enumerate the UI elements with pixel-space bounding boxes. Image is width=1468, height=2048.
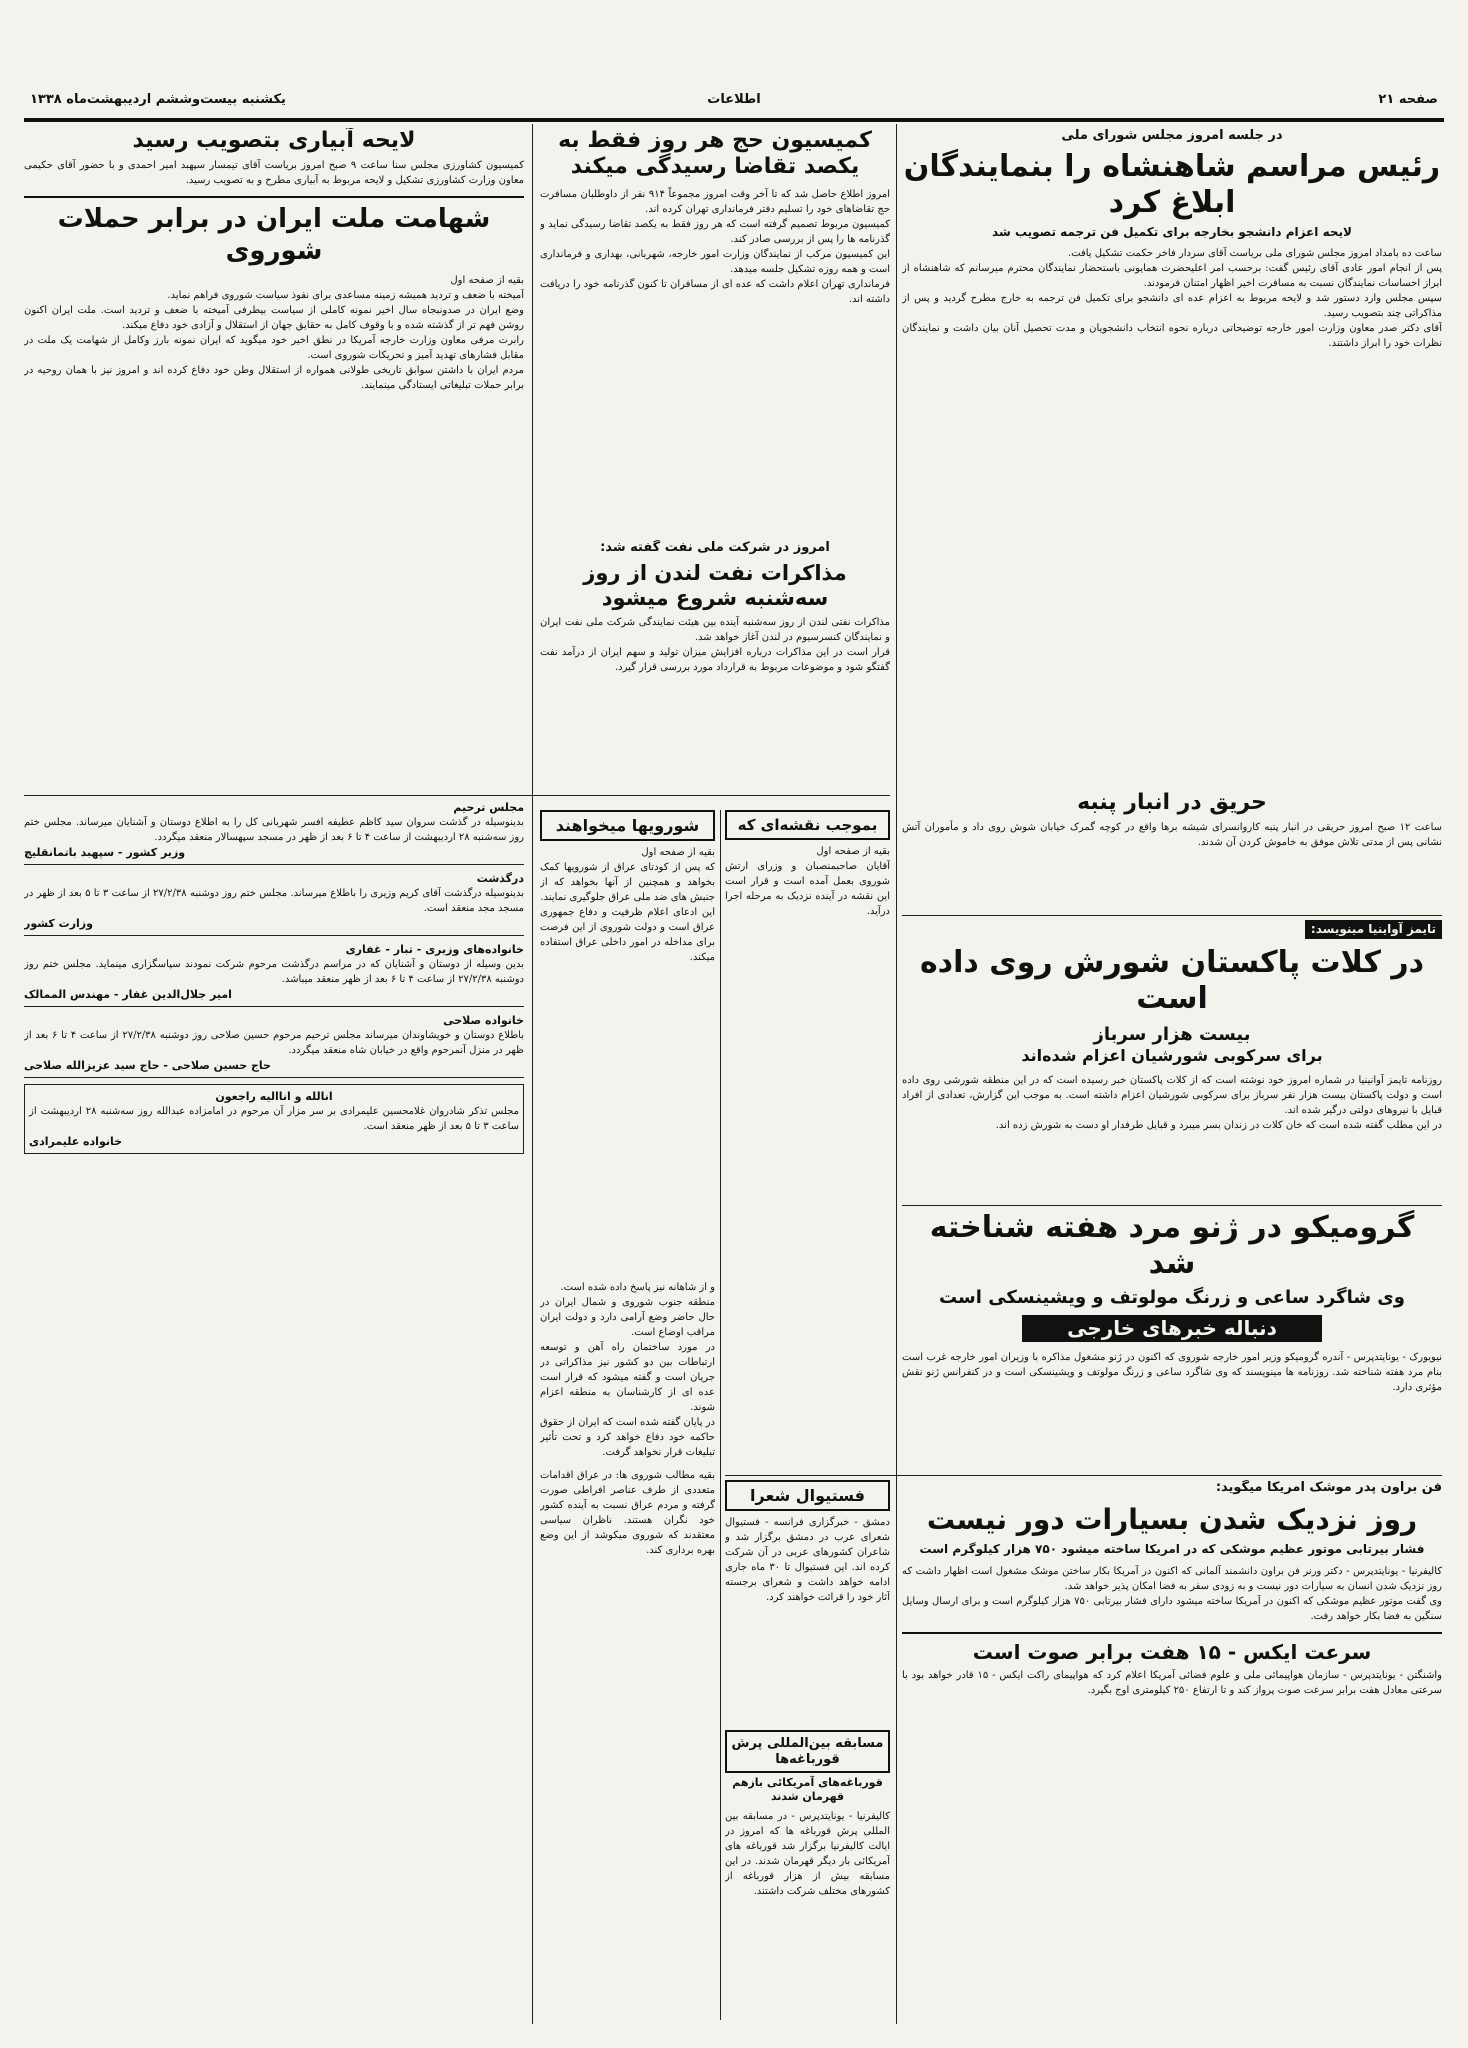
notice xyxy=(24,1013,524,1078)
page-header xyxy=(24,88,1444,114)
article-subhead: بیست هزار سرباز xyxy=(1093,1024,1251,1045)
article-headline-2: سرعت ایکس - ۱۵ هفت برابر صوت است xyxy=(902,1632,1442,1664)
notice xyxy=(24,942,524,1007)
article-headline: فستیوال شعرا xyxy=(725,1480,890,1511)
notice-signature: امیر جلال‌الدین غفار - مهندس الممالک xyxy=(24,988,232,1001)
article-headline: رئیس مراسم شاهنشاه را بنمایندگان ابلاغ کرد xyxy=(903,148,1441,220)
column-divider xyxy=(532,124,533,2024)
article-headline: بموجب نقشه‌ای که xyxy=(725,810,890,840)
notice-title: درگذشت xyxy=(476,872,524,885)
article-poets-festival xyxy=(725,1480,890,1720)
article-body: روزنامه تایمز آوانینیا در شماره امروز خود نوشته است که از کلات پاکستان خبر رسیده است که در این منطقه شورشی روی داده است و دولت پاکستان بیست هزار نفر سرباز برای سرکوبی شورشیان اعزام داشته است. به موجب این گزارش، تعدادی از افراد قبایل با نیروهای دولتی درگیر شده اند. در این مطلب گفته شده است که خان کلات در زندان بسر میبرد و قبایل طرفدار او دست به شورش زده اند. xyxy=(902,1075,1442,1132)
article-subhead-2: برای سرکوبی شورشیان اعزام شده‌اند xyxy=(1021,1046,1323,1066)
article-body: ساعت ۱۲ صبح امروز حریقی در انبار پنبه کاروانسرای شیشه برها واقع در کوچه گمرک خیابان شوش روی داد و مأموران آتش نشانی پس از مدتی تلاش موفق به خاموش کردن آن شدند. xyxy=(902,822,1442,849)
article-subhead: امروز در شرکت ملی نفت گفته شد: xyxy=(600,540,830,555)
row-divider xyxy=(902,1205,1442,1206)
notice-body: بدینوسیله درگذشت آقای کریم وزیری را باطلاع میرساند. مجلس ختم روز دوشنبه ۲۷/۲/۳۸ از ساعت ۳ تا ۵ بعد از ظهر در مسجد مجد منعقد است. xyxy=(24,888,524,914)
issue-date: یکشنبه بیست‌وششم اردیبهشت‌ماه ۱۳۳۸ xyxy=(30,92,286,107)
article-headline: کمیسیون حج هر روز فقط به یکصد تقاضا رسیدگی میکند xyxy=(558,128,872,180)
notice xyxy=(24,800,524,865)
article-body: ساعت ده بامداد امروز مجلس شورای ملی بریاست آقای سردار فاخر حکمت تشکیل یافت. پس از انجام امور عادی آقای رئیس گفت: برحسب امر اعلیحضرت همایونی باستحضار نمایندگان محترم میرسانم که شاهنشاه از ابراز احساسات نمایندگان نسبت به مسافرت اخیر اظهار امتنان فرمودند. سپس مجلس وارد دستور شد و لایحه مربوط به اعزام عده ای دانشجو برای تکمیل فن ترجمه به خارج مطرح گردید و پس از مذاکراتی چند بتصویب رسید. آقای دکتر صدر معاون وزارت امور خارجه توضیحاتی درباره نحوه انتخاب دانشجویان و مدت تحصیل آنان بیان داشت و نمایندگان نظرات خود را ابراز داشتند. xyxy=(902,248,1442,350)
notices-column xyxy=(24,800,524,2020)
article-body: و از شاهانه نیز پاسخ داده شده است. منطقه جنوب شوروی و شمال ایران در حال حاضر وضع آرامی دارد و دولت ایران مراقب اوضاع است. در مورد ساختمان راه آهن و توسعه ارتباطات بین دو کشور نیز مذاکراتی در جریان است و گفته میشود که قرار است عده ای از کارشناسان به منطقه اعزام شوند. در پایان گفته شده است که ایران از حقوق حاکمه خود دفاع خواهد کرد و تحت تأثیر تبلیغات قرار نخواهد گرفت. xyxy=(540,1282,715,1458)
foreign-news-banner: دنباله خبرهای خارجی xyxy=(1022,1315,1322,1342)
article-gromyko xyxy=(902,1210,1442,1470)
row-divider xyxy=(902,915,1442,916)
notice-body: مجلس تذکر شادروان غلامحسین علیمرادی بر سر مزار آن مرحوم در امامزاده عبدالله روز سه‌شنبه ۲۸ اردیبهشت از ساعت ۳ تا ۵ بعد از ظهر منعقد است. xyxy=(29,1106,519,1132)
article-headline: حریق در انبار پنبه xyxy=(1077,790,1267,815)
article-body: کالیفرنیا - یونایتدپرس - دکتر ورنر فن براون دانشمند آلمانی که اکنون در آمریکا بکار ساختن موشک مشغول است اظهار داشت که روز نزدیک شدن انسان به سیارات دور نیست و به زودی سفر به فضا امکان پذیر خواهد شد. وی گفت موتور عظیم موشکی که اکنون در آمریکا ساخته میشود دارای فشار بیرتابی ۷۵۰ هزار کیلوگرم است و برای ارسال وسایل سنگین به فضا بکار خواهد رفت. xyxy=(902,1566,1442,1623)
article-oil-talks xyxy=(540,540,890,800)
article-body: کالیفرنیا - یونایتدپرس - در مسابقه بین المللی پرش قورباغه ها که امروز در ایالت کالیفرنیا برگزار شد قورباغه های آمریکائی بار دیگر قهرمان شدند. در این مسابقه بیش از هزار قورباغه از کشورهای مختلف شرکت داشتند. xyxy=(725,1810,890,1897)
article-body: بقیه از صفحه اول آقایان صاحبمنصبان و وزرای ارتش شوروی بعمل آمده است و قرار است این نقشه در آینده نزدیک به مرحله اجرا درآید. xyxy=(725,846,890,917)
notice-body: بدین وسیله از دوستان و آشنایان که در مراسم درگذشت مرحوم شرکت نمودند سپاسگزاری مینماید. مجلس ختم روز دوشنبه ۲۷/۲/۳۸ از ساعت ۴ تا ۶ بعد از ظهر منعقد میباشد. xyxy=(24,959,524,985)
notice-title: مجلس ترحیم xyxy=(453,801,524,814)
column-divider xyxy=(896,124,897,2024)
notice xyxy=(24,871,524,936)
article-subhead: در جلسه امروز مجلس شورای ملی xyxy=(1061,128,1283,143)
column-divider xyxy=(720,810,721,2020)
notice-signature: وزارت کشور xyxy=(24,917,93,930)
article-body: کمیسیون کشاورزی مجلس سنا ساعت ۹ صبح امروز بریاست آقای تیمسار سپهبد امیر احمدی و با حضور آقای حکیمی معاون وزارت کشاورزی تشکیل و لایحه مربوط به آبیاری مطرح و به تصویب رسید. xyxy=(24,160,524,187)
article-body: بقیه از صفحه اول که پس از کودتای عراق از شورویها کمک بخواهد و همچنین از آنها بخواهد که از جنبش های ضد ملی عراق جلوگیری نمایند. این ادعای اعلام ظرفیت و دفاع جمهوری عراق است و دولت شوروی از این فرصت برای مداخله در امور داخلی عراق استفاده میکند. xyxy=(540,847,715,964)
article-body-2: بقیه مطالب شوروی ها: در عراق اقدامات متعددی از طرف عناصر افراطی صورت گرفته و مردم عراق نسبت به آینده کشور خود نگران هستند. ناظران سیاسی معتقدند که شوروی میکوشد از این وضع بهره برداری کند. xyxy=(540,1470,715,1556)
article-headline: شورویها میخواهند xyxy=(540,810,715,841)
notice-signature: خانواده علیمرادی xyxy=(29,1135,123,1148)
article-soviets-want xyxy=(540,810,715,1270)
article-headline-2: شهامت ملت ایران در برابر حملات شوروی xyxy=(24,196,524,266)
row-divider xyxy=(24,795,890,796)
article-irrigation xyxy=(24,128,524,788)
notice-title: خانواده‌های وزیری - تبار - غفاری xyxy=(345,943,524,956)
article-frog-contest xyxy=(725,1730,890,2020)
newspaper-name: اطلاعات xyxy=(707,92,761,107)
article-subhead: قورباغه‌های آمریکائی بازهم قهرمان شدند xyxy=(732,1776,883,1804)
article-tag: تایمز آواینیا مینویسد: xyxy=(1305,920,1442,939)
notice-signature: وزیر کشور - سپهبد باتمانقلیچ xyxy=(24,846,186,859)
article-headline: گرومیکو در ژنو مرد هفته شناخته شد xyxy=(929,1210,1415,1281)
page-number: صفحه ۲۱ xyxy=(1378,92,1438,107)
article-body: مذاکرات نفتی لندن از روز سه‌شنبه آینده بین هیئت نمایندگی شرکت ملی نفت ایران و نمایندگان کنسرسیوم در لندن آغاز خواهد شد. قرار است در این مذاکرات درباره افزایش میزان تولید و سهم ایران از درآمد نفت گفتگو شود و موضوعات مربوط به قرارداد مورد بررسی قرار گیرد. xyxy=(540,617,890,674)
article-mourasem xyxy=(902,128,1442,788)
article-headline: در کلات پاکستان شورش روی داده است xyxy=(919,945,1425,1016)
article-plan xyxy=(725,810,890,1270)
row-divider xyxy=(725,1475,1442,1476)
article-continuation xyxy=(540,1280,715,2020)
article-subhead: فشار بیرتابی موتور عظیم موشکی که در امریکا ساخته میشود ۷۵۰ هزار کیلوگرم است xyxy=(919,1542,1425,1557)
notice-body: بدینوسیله در گذشت سروان سید کاظم عطیفه افسر شهربانی کل را به اطلاع دوستان و آشنایان میرساند. مجلس ختم روز سه‌شنبه ۲۸ اردیبهشت از ساعت ۴ تا ۶ بعد از ظهر در مسجد سپهسالار منعقد میگردد. xyxy=(24,817,524,843)
article-body-2: واشنگتن - یونایتدپرس - سازمان هواپیمائی ملی و علوم فضائی آمریکا اعلام کرد که هواپیمای راکت ایکس - ۱۵ قادر خواهد بود با سرعتی معادل هفت برابر سرعت صوت پرواز کند و تا ارتفاع ۲۵۰ کیلومتری اوج بگیرد. xyxy=(902,1670,1442,1697)
article-tag: فن براون پدر موشک امریکا میگوید: xyxy=(1215,1480,1442,1495)
article-von-braun xyxy=(902,1480,1442,2020)
article-body: امروز اطلاع حاصل شد که تا آخر وقت امروز مجموعاً ۹۱۴ نفر از داوطلبان مسافرت حج تقاضاهای خود را تسلیم دفتر فرمانداری تهران کرده اند. کمیسیون مربوط تصمیم گرفته است که هر روز فقط به یکصد تقاضا رسیدگی نماید و گذرنامه ها را پس از بررسی صادر کند. این کمیسیون مرکب از نمایندگان وزارت امور خارجه، شهربانی، بهداری و فرمانداری است و همه روزه تشکیل جلسه میدهد. فرمانداری تهران اعلام داشت که عده ای از مسافران تا کنون گذرنامه خود را دریافت داشته اند. xyxy=(540,188,890,305)
article-subhead-2: لایحه اعزام دانشجو بخارجه برای تکمیل فن ترجمه تصویب شد xyxy=(992,224,1352,239)
article-headline: مسابقه بین‌المللی پرش قورباغه‌ها xyxy=(725,1730,890,1773)
article-pakistan xyxy=(902,920,1442,1200)
header-rule xyxy=(24,118,1444,122)
article-headline: لایحه آبیاری بتصویب رسید xyxy=(132,128,416,153)
article-headline: روز نزدیک شدن بسیارات دور نیست xyxy=(926,1502,1418,1536)
article-body-2: بقیه از صفحه اول آمیخته با ضعف و تردید همیشه زمینه مساعدی برای نفوذ سیاست شوروی فراهم نماید. وضع ایران در صدونبجاه سال اخیر نمونه کاملی از سیاست بیطرفی آمیخته با ضعف و تردید است. ملت ایران اکنون روشن فهم تر از گذشته شده و با وقوف کامل به حقایق جهان از استقلال و آزادی خود دفاع میکند. رابرت مرفی معاون وزارت خارجه آمریکا در نطق اخیر خود میگوید که ایران نمونه بارز وکامل از شهامت یک ملت در مقابل فشارهای تهدید آمیز و تحریکات شوروی است. مردم ایران با داشتن سوابق تاریخی طولانی همواره از استقلال وطن خود دفاع کرده اند و امروز نیز با همان روحیه در برابر حملات تبلیغاتی ایستادگی مینمایند. xyxy=(24,274,524,391)
notice-body: باطلاع دوستان و خویشاوندان میرساند مجلس ترحیم مرحوم حسین صلاحی روز دوشنبه ۲۷/۲/۳۸ از ساعت ۴ تا ۶ بعد از ظهر در منزل آنمرحوم واقع در خیابان شاه منعقد میگردد. xyxy=(24,1030,524,1056)
notice-title: خانواده صلاحی xyxy=(443,1014,524,1027)
notice-signature: حاج حسین صلاحی - حاج سید عزیزالله صلاحی xyxy=(24,1059,271,1072)
article-body: نیویورک - یونایتدپرس - آندره گرومیکو وزیر امور خارجه شوروی که اکنون در ژنو مشغول مذاکره با وزیران امور خارجه غرب است بنام مرد هفته شناخته شد. روزنامه ها مینویسند که وی شاگرد ساعی و زرنگ مولوتف و ویشینسکی است و در کنفرانس ژنو نقش مؤثری دارد. xyxy=(902,1352,1442,1394)
article-fire xyxy=(902,790,1442,910)
article-subhead: وی شاگرد ساعی و زرنگ مولوتف و ویشینسکی است xyxy=(939,1287,1405,1308)
article-hajj xyxy=(540,128,890,528)
article-body: دمشق - خبرگزاری فرانسه - فستیوال شعرای عرب در دمشق برگزار شد و شاعران کشورهای عربی در آن شرکت کرده اند. این فستیوال تا ۳۰ ماه جاری ادامه خواهد داشت و شعرای برجسته آثار خود را قرائت خواهند کرد. xyxy=(725,1517,890,1604)
article-headline: مذاکرات نفت لندن از روز سه‌شنبه شروع میشود xyxy=(583,560,847,611)
notice xyxy=(24,1084,524,1154)
notice-title: انالله و اناالیه راجعون xyxy=(215,1090,333,1103)
